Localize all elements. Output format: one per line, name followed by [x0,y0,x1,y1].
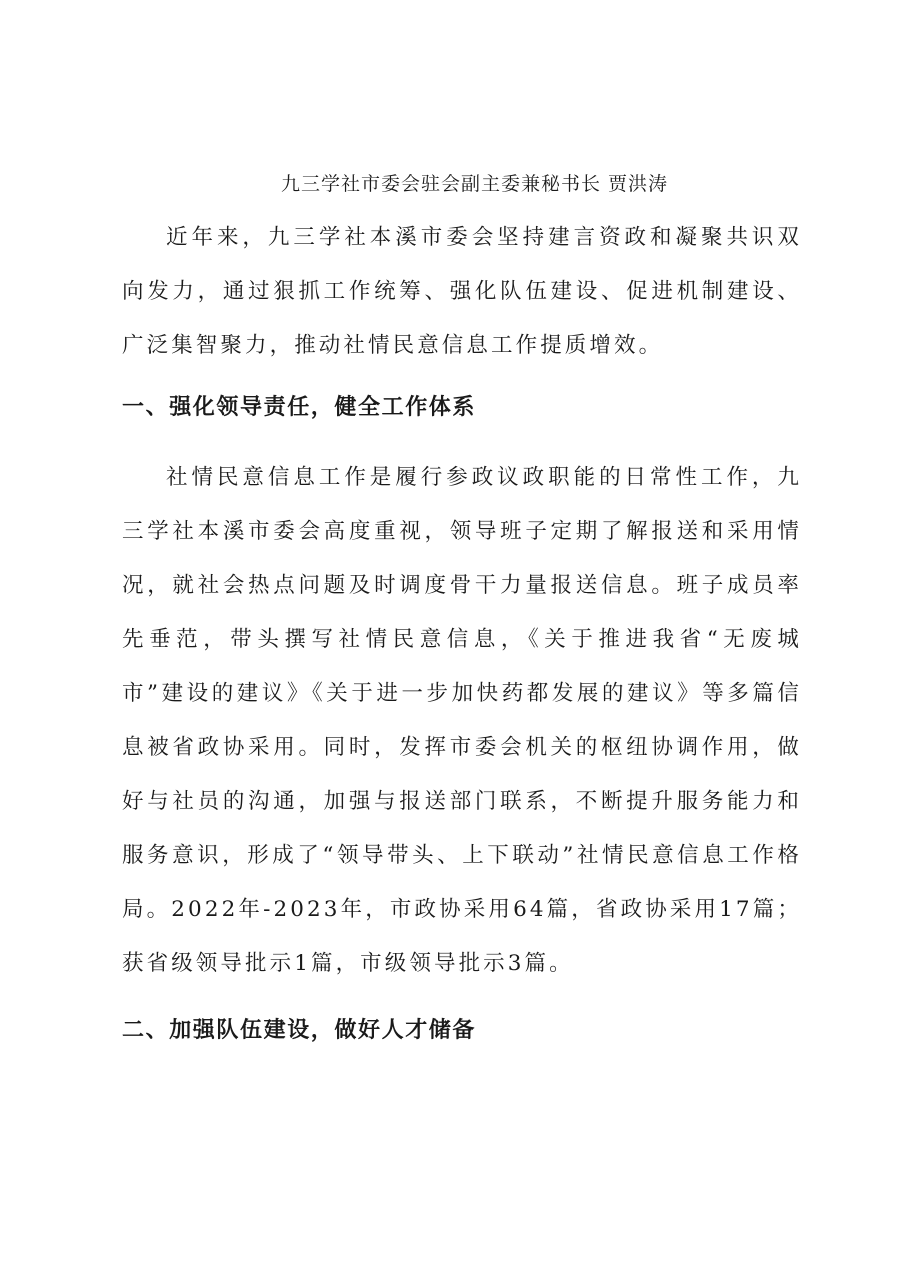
intro-paragraph: 近年来，九三学社本溪市委会坚持建言资政和凝聚共识双向发力，通过狠抓工作统筹、强化队伍建设、促进机制建设、广泛集智聚力，推动社情民意信息工作提质增效。 [122,225,802,358]
section-heading-1: 一、强化领导责任，健全工作体系 [122,395,477,420]
section-paragraph-1: 社情民意信息工作是履行参政议政职能的日常性工作，九三学社本溪市委会高度重视，领导班子定期了解报送和采用情况，就社会热点问题及时调度骨干力量报送信息。班子成员率先垂范，带头撰写社情民意信息，《关于推进我省“无废城市”建设的建议》《关于进一步加快药都发展的建议》等多篇信息被省政协采用。同时，发挥市委会机关的枢纽协调作用，做好与社员的沟通，加强与报送部门联系，不断提升服务能力和服务意识，形成了“领导带头、上下联动”社情民意信息工作格局。2022年-2023年，市政协采用64篇，省政协采用17篇；获省级领导批示1篇，市级领导批示3篇。 [122,465,802,976]
section-heading-2: 二、加强队伍建设，做好人才储备 [122,1018,477,1043]
author-line: 九三学社市委会驻会副主委兼秘书长 贾洪涛 [280,173,669,195]
